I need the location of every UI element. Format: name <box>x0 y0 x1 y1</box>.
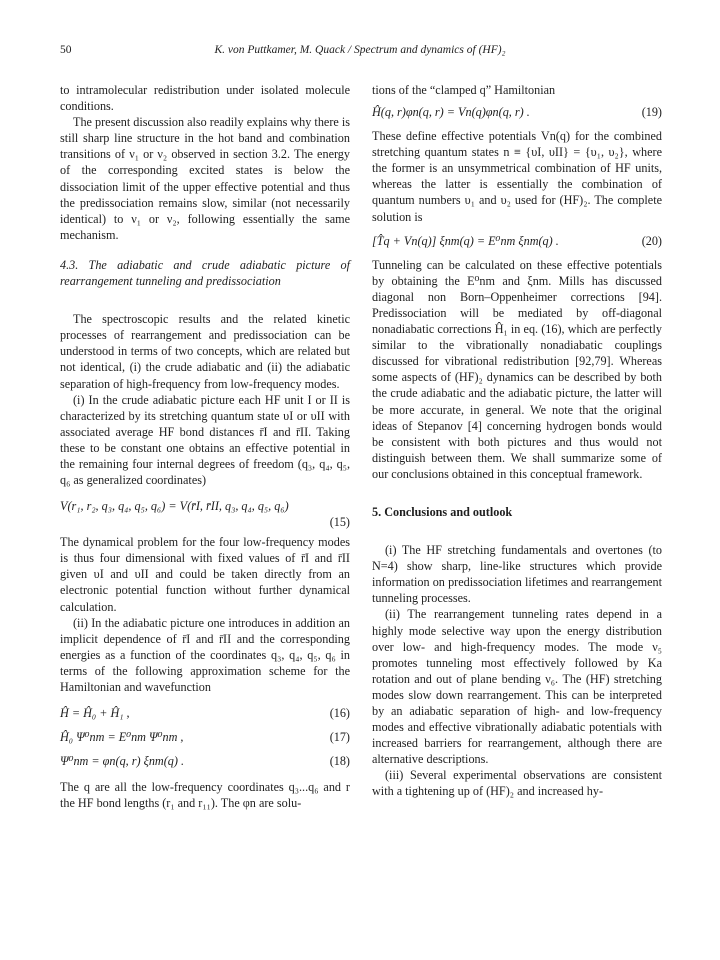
equation-number: (18) <box>329 754 350 769</box>
paragraph: These define effective potentials Vn(q) for the combined stretching quantum states n ≡ {υI, υII} = {υ₁, υ₂}, where the former is an unsymmetrical combination of HF units, whereas the latter is essentially the combination of quantum numbers υ₁ and υ₂ used for (HF)₂. The complete solution is <box>372 129 662 224</box>
paragraph: The spectroscopic results and the related kinetic processes of rearrangement and predissociation can be understood in terms of two concepts, which are related but not identical, (i) the crude adiabatic and (ii) the adiabatic separation of high-frequency from low-frequency modes. <box>60 312 350 391</box>
equation-18: Ψ⁰nm = φn(q, r) ξnm(q) . (18) <box>60 754 350 769</box>
paragraph: (i) The HF stretching fundamentals and overtones (to N=4) show sharp, line-like structures which provide information on predissociation lifetimes and rearrangement tunneling processes. <box>372 543 662 606</box>
right-column <box>372 82 662 800</box>
section-heading: 4.3. The adiabatic and crude adiabatic picture of rearrangement tunneling and predissociation <box>60 257 350 289</box>
paragraph: (i) In the crude adiabatic picture each HF unit I or II is characterized by its stretching quantum state υI or υII with associated average HF bond distances r̄I and r̄II. Taking these to be constant one obtains an effective potential in the remaining four internal degrees of freedom (q₃, q₄, q₅, q₆ as generalized coordinates) <box>60 392 350 488</box>
page-number: 50 <box>60 44 72 56</box>
running-title: K. von Puttkamer, M. Quack / Spectrum and dynamics of (HF)₂ <box>214 44 506 56</box>
paragraph: Tunneling can be calculated on these effective potentials by obtaining the E⁰nm and ξnm. Mills has discussed diagonal non Born–Oppenheimer corrections [94]. Predissociation will be mediated by off-diagonal nonadiabatic corrections Ĥ₁ in eq. (16), which are perfectly similar to the vibrationally nonadiabatic couplings discussed for vibrational redistribution [92,79]. Whereas some aspects of (HF)₂ dynamics can be described by both the crude adiabatic and the adiabatic picture, the latter will be more accurate, in general. We note that the original ideas of Stepanov [4] concerning hydrogen bonds would be consistent with both pictures and thus would not distinguish between them. We shall summarize some of our conclusions obtained in this conceptual framework. <box>372 257 662 481</box>
left-column <box>60 82 350 811</box>
section-heading: 5. Conclusions and outlook <box>372 504 513 519</box>
paragraph: to intramolecular redistribution under isolated molecule conditions. <box>60 83 350 114</box>
equation-number: (19) <box>641 105 662 120</box>
equation-number: (17) <box>329 730 350 745</box>
paragraph: (ii) In the adiabatic picture one introduces in addition an implicit dependence of r̄I and r̄II and the corresponding energies as a function of the coordinates q₃, q₄, q₅, q₆ in terms of the following approximation scheme for the Hamiltonian and wavefunction <box>60 615 350 694</box>
equation-16: Ĥ = Ĥ₀ + Ĥ₁ , (16) <box>60 706 350 721</box>
paragraph: (iii) Several experimental observations are consistent with a tightening up of (HF)₂ and increased hy- <box>372 768 662 799</box>
equation-17: Ĥ₀ Ψ⁰nm = E⁰nm Ψ⁰nm , (17) <box>60 730 350 745</box>
equation-20: [T̂q + Vn(q)] ξnm(q) = E⁰nm ξnm(q) . (20) <box>372 233 662 248</box>
paragraph: tions of the “clamped q” Hamiltonian <box>372 83 556 97</box>
equation-19: Ĥ(q, r)φn(q, r) = Vn(q)φn(q, r) . (19) <box>372 105 662 120</box>
page-header <box>60 44 660 64</box>
paragraph: The dynamical problem for the four low-frequency modes is thus four dimensional with fixed values of r̄I and r̄II given υI and υII and could be taken directly from an electronic potential function without further dynamical calculation. <box>60 535 350 614</box>
equation-number: (16) <box>329 706 350 721</box>
equation-number: (15) <box>329 515 350 530</box>
equation-15: V(r₁, r₂, q₃, q₄, q₅, q₆) = V(r̄I, r̄II, q₃, q₄, q₅, q₆) <box>60 499 289 514</box>
paragraph: The present discussion also readily explains why there is still sharp line structure in the hot band and combination transitions of ν₁ or ν₂ observed in section 3.2. The energy of the corresponding excited states is below the dissociation limit of the upper effective potential and thus the predissociation remains slow, similar (not necessarily identical) to ν₁ or ν₂, following essentially the same mechanism. <box>60 115 350 242</box>
equation-number: (20) <box>641 233 662 248</box>
paragraph: (ii) The rearrangement tunneling rates depend in a highly mode selective way upon the energy distribution over low- and high-frequency modes. The mode ν₅ promotes tunneling most effectively followed by Ka rotation and out of plane bending ν₆. The (HF) stretching modes slow down rearrangement. This can be interpreted by an adiabatic separation of high- and low-frequency modes and effective vibrationally adiabatic potentials with increased barriers for rearrangement, although there are alternative descriptions. <box>372 607 662 767</box>
paragraph: The q are all the low-frequency coordinates q₃...q₆ and r the HF bond lengths (r₁ and r₁₁). The φn are solu- <box>60 780 350 811</box>
